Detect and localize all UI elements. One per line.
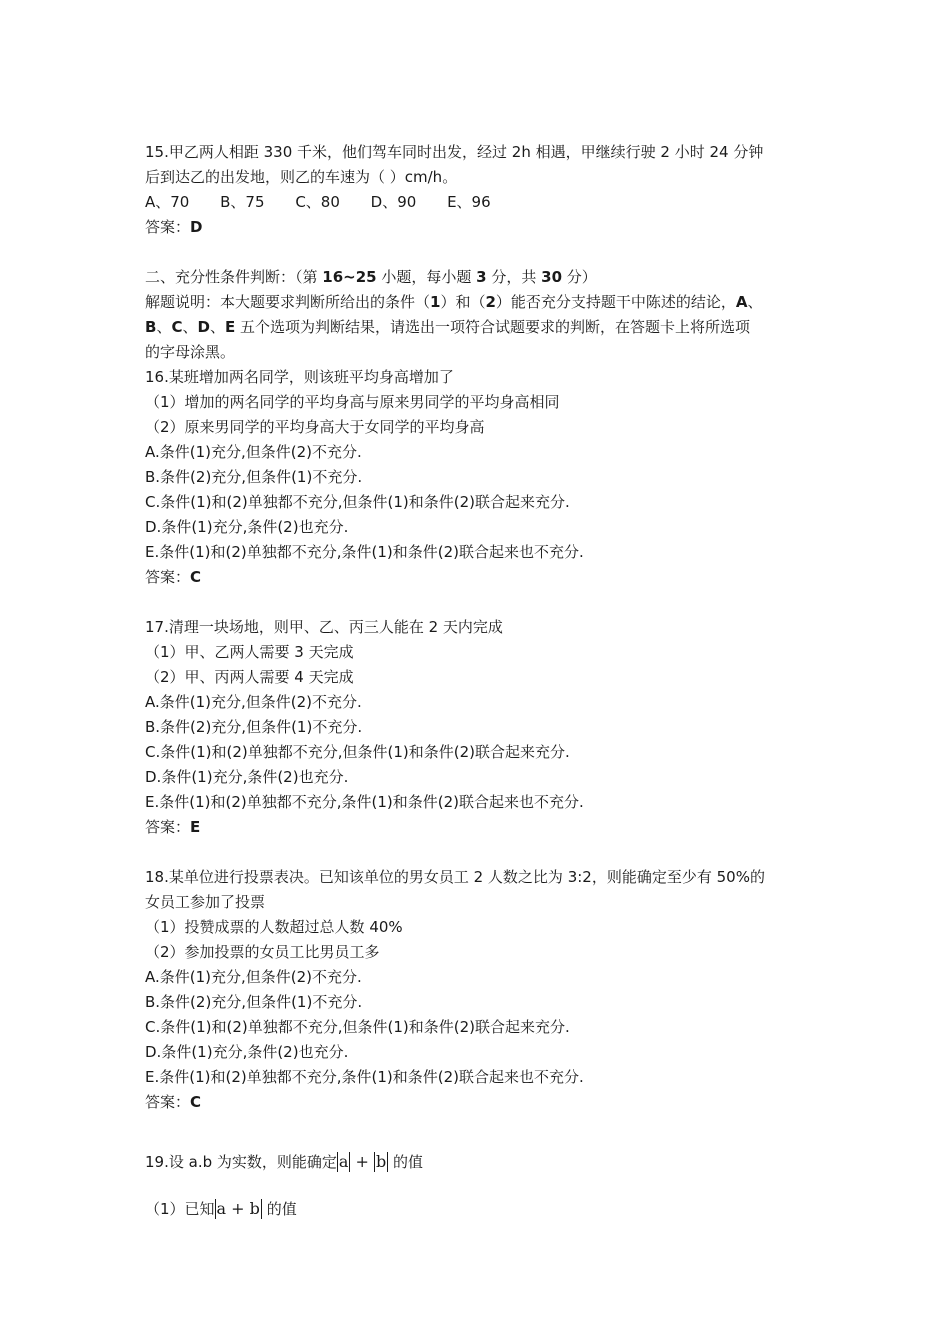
document-page [145, 140, 815, 1234]
section2-instruction-line3: 的字母涂黑。 [145, 343, 236, 361]
instruction-text: 、 [747, 293, 763, 311]
q19-formula [337, 1152, 388, 1171]
q15-option-e: E、96 [447, 193, 491, 211]
answer-label: 答案： [145, 218, 191, 236]
instruction-text: 解题说明：本大题要求判断所给出的条件（ [145, 293, 431, 311]
instruction-text: 、 [182, 318, 198, 336]
instruction-bold: B [145, 318, 157, 336]
spacer [145, 840, 815, 865]
q15-option-b: B、75 [220, 193, 265, 211]
q17-choice-b: B.条件(2)充分,但条件(1)不充分. [145, 718, 363, 736]
q17-stem: 17.清理一块场地，则甲、乙、丙三人能在 2 天内完成 [145, 618, 503, 636]
section2-heading [145, 265, 815, 290]
answer-value: C [190, 568, 202, 586]
q16-choice-e: E.条件(1)和(2)单独都不充分,条件(1)和条件(2)联合起来也不充分. [145, 543, 584, 561]
q18-condition-1: （1）投赞成票的人数超过总人数 40% [145, 918, 403, 936]
section2-instruction-line2 [145, 315, 815, 340]
q19-condition-1 [145, 1184, 815, 1234]
q17-choice-a: A.条件(1)充分,但条件(2)不充分. [145, 693, 362, 711]
instruction-bold: C [171, 318, 183, 336]
answer-label: 答案： [145, 1093, 191, 1111]
section2-instruction-line1 [145, 290, 815, 315]
instruction-text: ）能否充分支持题干中陈述的结论， [495, 293, 736, 311]
q17-condition-1: （1）甲、乙两人需要 3 天完成 [145, 643, 354, 661]
spacer [145, 240, 815, 265]
q18-stem-line2: 女员工参加了投票 [145, 893, 266, 911]
q16-choice-d: D.条件(1)充分,条件(2)也充分. [145, 518, 349, 536]
q19-condition-text: 的值 [266, 1200, 297, 1218]
answer-label: 答案： [145, 818, 191, 836]
q16-choice-c: C.条件(1)和(2)单独都不充分,但条件(1)和条件(2)联合起来充分. [145, 493, 570, 511]
q17-choice-c: C.条件(1)和(2)单独都不充分,但条件(1)和条件(2)联合起来充分. [145, 743, 570, 761]
abs-a-plus-b: a + b [216, 1199, 260, 1218]
heading-text: 分，共 [486, 268, 542, 286]
q16-choice-a: A.条件(1)充分,但条件(2)不充分. [145, 443, 362, 461]
plus-sign: + [355, 1152, 369, 1171]
instruction-bold: E [224, 318, 236, 336]
instruction-text: 、 [156, 318, 172, 336]
q15-option-a: A、70 [145, 193, 190, 211]
heading-range: 16~25 [322, 268, 377, 286]
spacer [145, 590, 815, 615]
spacer [145, 1115, 815, 1140]
q16-answer [145, 565, 815, 590]
instruction-bold: A [735, 293, 748, 311]
instruction-text: 五个选项为判断结果，请选出一项符合试题要求的判断，在答题卡上将所选项 [235, 318, 750, 336]
abs-a: a [338, 1152, 349, 1171]
q18-condition-2: （2）参加投票的女员工比男员工多 [145, 943, 380, 961]
q18-stem-line1: 18.某单位进行投票表决。已知该单位的男女员工 2 人数之比为 3:2，则能确定至少有 50%的 [145, 868, 765, 886]
answer-value: E [190, 818, 201, 836]
q17-choice-d: D.条件(1)充分,条件(2)也充分. [145, 768, 349, 786]
q15-option-d: D、90 [370, 193, 417, 211]
q15-stem-line2: 后到达乙的出发地，则乙的车速为（ ）cm/h。 [145, 168, 458, 186]
q18-choice-a: A.条件(1)充分,但条件(2)不充分. [145, 968, 362, 986]
q16-condition-1: （1）增加的两名同学的平均身高与原来男同学的平均身高相同 [145, 393, 560, 411]
q15-answer [145, 215, 815, 240]
instruction-text: 、 [209, 318, 225, 336]
q15-option-c: C、80 [295, 193, 340, 211]
q16-stem: 16.某班增加两名同学，则该班平均身高增加了 [145, 368, 454, 386]
q18-choice-d: D.条件(1)充分,条件(2)也充分. [145, 1043, 349, 1061]
q16-choice-b: B.条件(2)充分,但条件(1)不充分. [145, 468, 363, 486]
heading-total: 30 [541, 268, 563, 286]
instruction-bold: D [197, 318, 210, 336]
q19-stem-text: 的值 [393, 1153, 424, 1171]
q18-choice-b: B.条件(2)充分,但条件(1)不充分. [145, 993, 363, 1011]
q18-choice-c: C.条件(1)和(2)单独都不充分,但条件(1)和条件(2)联合起来充分. [145, 1018, 570, 1036]
heading-text: 分） [562, 268, 597, 286]
q17-condition-2: （2）甲、丙两人需要 4 天完成 [145, 668, 354, 686]
answer-value: D [190, 218, 203, 236]
q16-condition-2: （2）原来男同学的平均身高大于女同学的平均身高 [145, 418, 485, 436]
q17-answer [145, 815, 815, 840]
answer-value: C [190, 1093, 202, 1111]
q19-condition-text: （1）已知 [145, 1200, 215, 1218]
q19-stem [145, 1140, 815, 1184]
instruction-text: ）和（ [440, 293, 486, 311]
q15-stem-line1: 15.甲乙两人相距 330 千米，他们驾车同时出发，经过 2h 相遇，甲继续行驶 2 小时 24 分钟 [145, 143, 764, 161]
abs-b: b [376, 1152, 387, 1171]
q18-choice-e: E.条件(1)和(2)单独都不充分,条件(1)和条件(2)联合起来也不充分. [145, 1068, 584, 1086]
instruction-bold: 1 [430, 293, 441, 311]
instruction-bold: 2 [485, 293, 496, 311]
q15-options [145, 190, 815, 215]
heading-points: 3 [476, 268, 487, 286]
answer-label: 答案： [145, 568, 191, 586]
q17-choice-e: E.条件(1)和(2)单独都不充分,条件(1)和条件(2)联合起来也不充分. [145, 793, 584, 811]
q19-stem-text: 19.设 a.b 为实数，则能确定 [145, 1153, 337, 1171]
heading-text: 小题，每小题 [376, 268, 477, 286]
q18-answer [145, 1090, 815, 1115]
heading-text: 二、充分性条件判断：（第 [145, 268, 323, 286]
